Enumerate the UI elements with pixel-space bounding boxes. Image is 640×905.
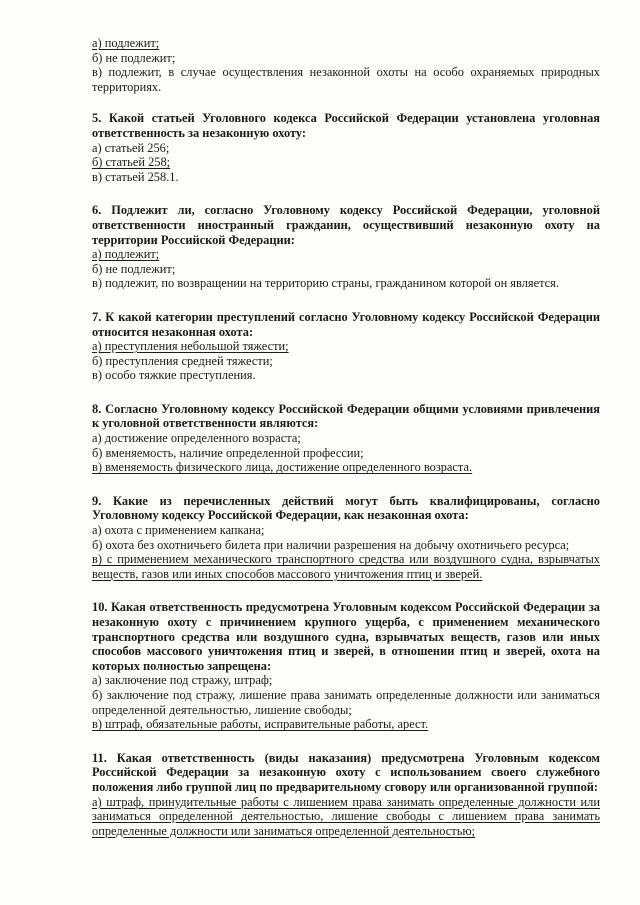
answer-a: а) статьей 256; — [92, 140, 170, 155]
answer-b: б) не подлежит; — [92, 261, 176, 276]
question-block-11 — [92, 751, 600, 839]
answer-b: б) статьей 258; — [92, 155, 171, 170]
answer-b: б) заключение под стражу, лишение права занимать определенные должности или заниматься определенной деятельностью, лишение свободы; — [92, 687, 600, 717]
question-block-continued — [92, 36, 600, 94]
question-title-8: 8. Согласно Уголовному кодексу Российской Федерации общими условиями привлечения к уголовной ответственности являются: — [92, 401, 600, 431]
question-title-10: 10. Какая ответственность предусмотрена Уголовным кодексом Российской Федерации за незаконную охоту с причинением крупного ущерба, с применением механического транспортного средства или воздушного судна, взрывчатых веществ, газов или иных способов массового уничтожения птиц и зверей, в отношении птиц и зверей, охота на которых полностью запрещена: — [92, 600, 600, 673]
question-title-5: 5. Какой статьей Уголовного кодекса Российской Федерации установлена уголовная ответственность за незаконную охоту: — [92, 111, 600, 140]
answer-c: в) особо тяжкие преступления. — [92, 368, 256, 383]
answer-c: в) с применением механического транспортного средства или воздушного судна, взрывчатых веществ, газов или иных способов массового уничтожения птиц и зверей. — [92, 552, 600, 581]
answer-c: в) штраф, обязательные работы, исправительные работы, арест. — [92, 717, 429, 732]
answer-c: в) подлежит, по возвращении на территорию страны, гражданином которой он является. — [92, 276, 559, 291]
question-title-9: 9. Какие из перечисленных действий могут быть квалифицированы, согласно Уголовному кодексу Российской Федерации, как незаконная охота: — [92, 493, 600, 523]
question-title-11: 11. Какая ответственность (виды наказания) предусмотрена Уголовным кодексом Российской Федерации за незаконную охоту с использованием своего служебного положения либо группой лиц по предварительному сговору или организованной группой: — [92, 750, 600, 794]
answer-b: б) преступления средней тяжести; — [92, 353, 273, 368]
question-title-7: 7. К какой категории преступлений согласно Уголовному кодексу Российской Федерации относится незаконная охота: — [92, 309, 600, 339]
answer-a: а) заключение под стражу, штраф; — [92, 673, 273, 688]
question-block-7 — [92, 310, 600, 383]
question-block-6 — [92, 203, 600, 291]
answer-a: а) достижение определенного возраста; — [92, 431, 301, 446]
answer-b: б) вменяемость, наличие определенной профессии; — [92, 445, 364, 460]
answer-c: в) статьей 258.1. — [92, 169, 179, 184]
answer-c: в) вменяемость физического лица, достижение определенного возраста. — [92, 460, 473, 475]
answer-b: б) охота без охотничьего билета при наличии разрешения на добычу охотничьего ресурса; — [92, 537, 570, 552]
answer-a: а) подлежит; — [92, 36, 160, 50]
question-block-10 — [92, 600, 600, 731]
question-block-9 — [92, 494, 600, 582]
answer-a: а) преступления небольшой тяжести; — [92, 339, 289, 354]
answer-c: в) подлежит, в случае осуществления незаконной охоты на особо охраняемых природных территориях. — [92, 65, 600, 94]
question-list — [92, 36, 600, 857]
question-block-8 — [92, 402, 600, 475]
question-block-5 — [92, 111, 600, 184]
answer-a: а) охота с применением капкана; — [92, 523, 265, 538]
question-title-6: 6. Подлежит ли, согласно Уголовному кодексу Российской Федерации, уголовной ответственности иностранный гражданин, осуществивший незаконную охоту на территории Российской Федерации: — [92, 203, 600, 247]
answer-b: б) не подлежит; — [92, 50, 176, 65]
answer-a: а) подлежит; — [92, 247, 160, 262]
answer-a: а) штраф, принудительные работы с лишением права занимать определенные должности или заниматься определенной деятельностью, лишение свободы с лишением права занимать определенные должности или заниматься определенной деятельностью; — [92, 794, 600, 838]
